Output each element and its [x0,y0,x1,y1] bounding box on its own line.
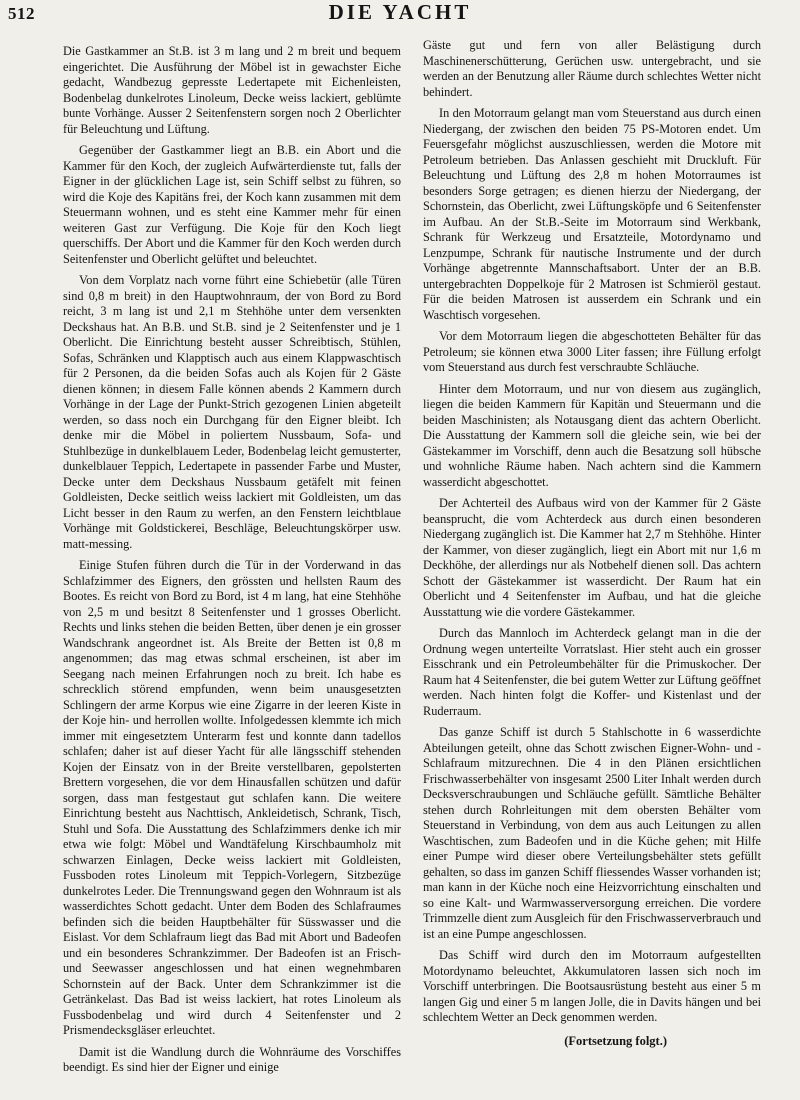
paragraph: In den Motorraum gelangt man vom Steuerstand aus durch einen Niedergang, der zwischen den beiden 75 PS-Motoren endet. Um Feuersgefahr möglichst auszuschliessen, werden die Motore mit Petroleum betrieben. Das Anlassen geschieht mit Druckluft. Für Beleuchtung und Lüftung des 2,8 m hohen Motorraumes ist besonders Sorge getragen; es dienen hierzu der Niedergang, der Schornstein, das Oberlicht, zwei Lüftungsköpfe und 6 Seitenfenster im Aufbau. An der St.B.-Seite im Motorraum sind Werkbank, Schrank für Werkzeug und Ersatzteile, Motordynamo und Lenzpumpe, Schrank für nautische Instrumente und der durch Vorhänge abgetrennte Mannschaftsabort. Unter der an B.B. untergebrachten Doppelkoje für 2 Matrosen ist Schmieröl gestaut. Für die beiden Matrosen ist ausserdem ein Schrank und ein Waschtisch vorgesehen. [423,106,761,322]
right-column [423,38,761,1049]
paragraph: Vor dem Motorraum liegen die abgeschotteten Behälter für das Petroleum; sie können etwa 3000 Liter fassen; ihre Füllung erfolgt vom Steuerstand aus durch fest verschraubte Schläuche. [423,329,761,374]
paragraph: Gäste gut und fern von aller Belästigung durch Maschinenerschütterung, Gerüchen usw. untergebracht, und sie werden an der Benutzung aller Räume durch schlechtes Wetter nicht behindert. [423,38,761,99]
paragraph: Der Achterteil des Aufbaus wird von der Kammer für 2 Gäste beansprucht, die vom Achterdeck aus durch einen besonderen Niedergang zugänglich ist. Die Kammer hat 2,7 m Stehhöhe. Hinter der Kammer, von dieser zugänglich, liegt ein Abort mit nur 1,6 m Deckhöhe, der allerdings nur als Notbehelf dienen soll. Das achtern Schott der Gästekammer ist wasserdicht. Der Raum hat ein Oberlicht und 4 Seitenfenster im Aufbau, und hat die gleiche Ausstattung wie die vordere Gästekammer. [423,496,761,619]
paragraph: Damit ist die Wandlung durch die Wohnräume des Vorschiffes beendigt. Es sind hier der Eigner und einige [63,1044,401,1074]
paragraph: Hinter dem Motorraum, und nur von diesem aus zugänglich, liegen die beiden Kammern für Kapitän und Steuermann und die beiden Maschinisten; als Notausgang dient das achtern Oberlicht. Die Ausstattung der Kammern soll die gleiche sein, wie bei der Gästekammer im Vorschiff, denn auch die Besatzung soll hübsche und wohnliche Räume haben. Nach achtern sind die Kammern wasserdicht abgeschottet. [423,381,761,489]
paragraph: Durch das Mannloch im Achterdeck gelangt man in die der Ordnung wegen unterteilte Vorratslast. Hier steht auch ein grosser Eisschrank und ein Petroleumbehälter für die Primuskocher. Der Raum hat 4 Seitenfenster, die bei gutem Wetter zur Lüftung geöffnet werden. Nach hinten folgt die Koffer- und Kistenlast und der Ruderraum. [423,626,761,718]
continuation-note: (Fortsetzung folgt.) [564,1033,667,1048]
paragraph: Gegenüber der Gastkammer liegt an B.B. ein Abort und die Kammer für den Koch, der zugleich Aufwärterdienste tut, falls der Eigner in der glücklichen Lage ist, sein Schiff selbst zu führen, so wird die Koje des Kapitäns frei, der Koch kann zusammen mit dem Steuermann wohnen, und es steht eine Kammer mehr für einen weiteren Gast zur Verfügung. Die Koje für den Koch liegt querschiffs. Der Abort und die Kammer für den Koch werden durch Seitenfenster und Oberlicht gelüftet und beleuchtet. [63,143,401,266]
paragraph: Von dem Vorplatz nach vorne führt eine Schiebetür (alle Türen sind 0,8 m breit) in den Hauptwohnraum, der von Bord zu Bord reicht, 3 m lang ist und 2,1 m Stehhöhe unter dem versenkten Deckshaus hat. An B.B. und St.B. sind je 2 Seitenfenster und je 1 Oberlicht. Die Einrichtung besteht ausser Schreibtisch, Stühlen, Sofas, Schränken und Klapptisch auch aus einem Klappwaschtisch für 2 Personen, da die beiden Sofas auch als Kojen für 2 Gäste dienen können; in diesem Falle können abends 2 Kammern durch Vorhänge in der Lage der Punkt-Strich gezogenen Linien abgeteilt werden, so dass noch ein Durchgang für den Eigner bleibt. Ich denke mir die Möbel in poliertem Nussbaum, Sofa- und Stuhlbezüge in dunkelblauem Leder, Bodenbelag leicht gemusterter, dunkelblauer Teppich, Ledertapete in passender Farbe und Muster, Decke unter dem Deckshaus Nussbaum getäfelt mit feinen Goldleisten, Decke seitlich weiss lackiert mit Goldleisten, um das Licht besser in den Raum zu werfen, an den Fenstern leichtblaue Vorhänge mit Goldstickerei, Beschläge, Beleuchtungskörper usw. matt-messing. [63,273,401,551]
left-column [63,44,401,1076]
page-number: 512 [8,4,35,23]
paragraph: Einige Stufen führen durch die Tür in der Vorderwand in das Schlafzimmer des Eigners, den grössten und hellsten Raum des Bootes. Es reicht von Bord zu Bord, ist 4 m lang, hat eine Stehhöhe von 2,5 m und besitzt 8 Seitenfenster und 1 grosses Oberlicht. Rechts und links stehen die beiden Betten, über denen je ein grosser Wandschrank angeordnet ist. Als Breite der Betten ist 0,8 m angenommen; das mag etwas schmal erscheinen, ist aber im Seegang nach meinen Erfahrungen noch zu breit. Ich habe es schrecklich störend empfunden, wenn beim unausgesetzten Schlingern der arme Korpus wie eine Zigarre in der leeren Kiste in der Koje hin- und herrollen wollte. Infolgedessen klemmte ich mich immer mit eingesetztem Unterarm fest und konnte dann tadellos schlafen; daher ist auf dieser Yacht für alle längsschiff stehenden Kojen der Einsatz von in der Breite verstellbaren, gepolsterten Brettern vorgesehen, die vor dem Hinausfallen schützen und dafür sorgen, dass man festgestaut gut schlafen kann. Die weitere Einrichtung besteht aus Nachttisch, Ankleidetisch, Schrank, Tisch, Stuhl und Sofa. Die Ausstattung des Schlafzimmers denke ich mir etwa wie folgt: Möbel und Wandtäfelung Kirschbaumholz mit schwarzen Einlagen, Decke weiss lackiert mit Goldleisten, Fussboden rotes Linoleum mit Teppich-Vorlegern, Sitzbezüge dunkelrotes Leder. Die Trennungswand gegen den Wohnraum ist als wasserdichtes Schott gedacht. Unter dem Boden des Schlafraumes befinden sich die beiden Hauptbehälter für Süsswasser und die Eislast. Vor dem Schlafraum liegt das Bad mit Abort und Badeofen und ein besonderes Schrankzimmer. Der Badeofen ist an Frisch- und Seewasser angeschlossen und hat einen wegnehmbaren Schornstein auf der Back. Unter dem Schrankzimmer ist die Getränkelast. Das Bad ist weiss lackiert, hat rotes Linoleum als Fussbodenbelag und wird durch 4 Seitenfenster und 2 Prismendecksgläser erleuchtet. [63,558,401,1037]
paragraph: Das ganze Schiff ist durch 5 Stahlschotte in 6 wasserdichte Abteilungen geteilt, ohne das Schott zwischen Eigner-Wohn- und -Schlafraum mitzurechnen. Die 4 in den Plänen ersichtlichen Frischwasserbehälter von insgesamt 2500 Liter Inhalt werden durch Decksverschraubungen und Schläuche gefüllt. Sämtliche Behälter stehen durch Rohrleitungen mit dem obersten Behälter vom Steuerstand in Verbindung, von dem aus auch Leitungen zu allen Waschtischen, zum Badeofen und in die Küche gehen; mit Hilfe einer Pumpe wird dieser obere Verteilungsbehälter stets gefüllt gehalten, so dass im ganzen Schiff fliessendes Wasser vorhanden ist; man kann in der Küche noch eine Heizvorrichtung einschalten und so eine Kalt- und Warmwasserversorgung erreichen. Die vordere Trimmzelle dient zum Ausgleich für den Frischwasserverbrauch und ist an eine Pumpe angeschlossen. [423,725,762,941]
paragraph: Die Gastkammer an St.B. ist 3 m lang und 2 m breit und bequem eingerichtet. Die Ausführung der Möbel ist in gewachster Eiche gedacht, Wandbezug gepresste Ledertapete mit Eichenleisten, Bodenbelag dunkelrotes Linoleum, Decke weiss lackiert, geblümte bunte Vorhänge. Ausser 2 Seitenfenstern sorgen noch 2 Oberlichter für Beleuchtung und Lüftung. [63,44,401,136]
running-title: DIE YACHT [328,0,472,24]
page-header [0,0,800,26]
paragraph: Das Schiff wird durch den im Motorraum aufgestellten Motordynamo beleuchtet, Akkumulatoren lassen sich noch im Vorschiff unterbringen. Die Bootsausrüstung besteht aus einer 5 m langen Gig und einer 5 m langen Jolle, die in Davits hängen und bei schlechtem Wetter an Deck genommen werden. [423,948,761,1024]
